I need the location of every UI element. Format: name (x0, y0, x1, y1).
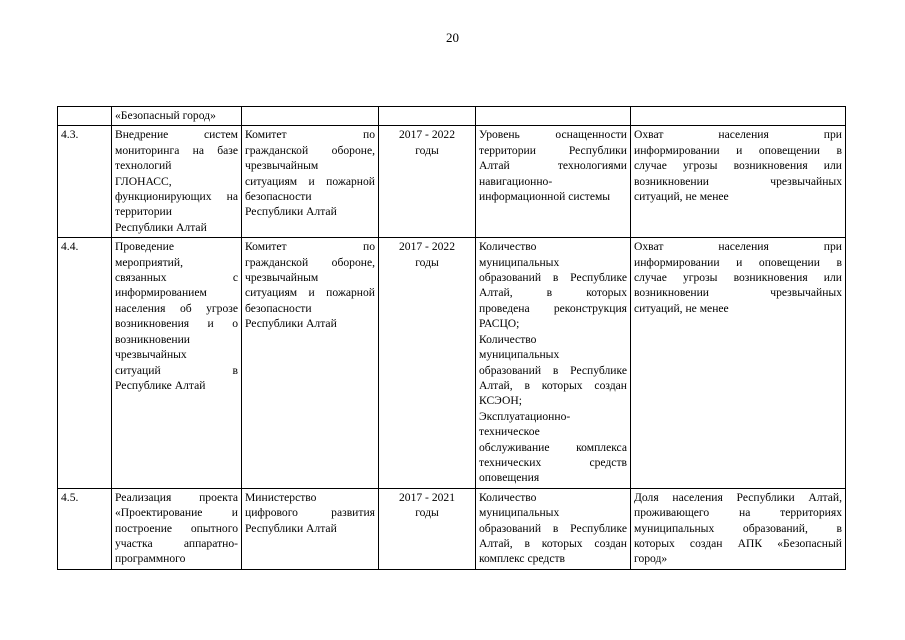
table-row (58, 488, 846, 569)
cell-line: муниципальных (479, 506, 560, 520)
cell-line: муниципальных (479, 255, 560, 269)
cell-line: проведена реконструкция (479, 301, 627, 315)
cell-line: возникновении (115, 332, 190, 346)
page-number: 20 (446, 30, 459, 45)
cell-line: мероприятий, (115, 255, 183, 269)
cell-line: КСЭОН; (479, 394, 522, 408)
cell-line: образований в Республике (479, 363, 627, 377)
indicator-cell (476, 107, 631, 126)
executor-cell (242, 488, 379, 569)
cell-line: территории Республики (479, 143, 627, 157)
cell-line: Охват населения при (634, 128, 842, 142)
cell-line: годы (415, 255, 439, 269)
cell-line: ситуациям и пожарной (245, 286, 375, 300)
executor-cell (242, 107, 379, 126)
cell-line: информировании и оповещении в (634, 143, 842, 157)
result-cell (631, 126, 846, 238)
cell-line: Республики Алтай (245, 205, 337, 219)
cell-line: проживающего на территориях (634, 506, 842, 520)
cell-line: ситуациям и пожарной (245, 174, 375, 188)
cell-line: участка аппаратно- (115, 536, 238, 550)
cell-line: муниципальных (479, 348, 560, 362)
row-number-cell (58, 107, 112, 126)
cell-line: «Проектирование и (115, 506, 238, 520)
cell-line: информировании и оповещении в (634, 255, 842, 269)
cell-line: населения об угрозе (115, 301, 238, 315)
table-row (58, 126, 846, 238)
cell-line: информационной системы (479, 190, 611, 204)
period-cell (379, 488, 476, 569)
cell-line: Количество (479, 332, 537, 346)
period-cell (379, 126, 476, 238)
measures-table (57, 106, 846, 570)
cell-line: функционирующих на (115, 190, 238, 204)
cell-line: 2017 - 2022 (398, 128, 456, 142)
cell-line: ситуаций в (115, 363, 238, 377)
cell-line: Республики Алтай (245, 317, 337, 331)
cell-line: 2017 - 2021 (398, 490, 456, 504)
cell-line: возникновении чрезвычайных (634, 174, 842, 188)
row-number-cell: 4.3. (58, 126, 112, 238)
cell-line: Доля населения Республики Алтай, (634, 490, 842, 504)
cell-line: чрезвычайных (115, 348, 187, 362)
cell-line: возникновения и о (115, 317, 238, 331)
cell-line: образований в Республике (479, 521, 627, 535)
cell-line: программного (115, 552, 186, 566)
measure-name-cell (112, 238, 242, 489)
indicator-cell (476, 126, 631, 238)
row-number-cell: 4.5. (58, 488, 112, 569)
cell-line: обслуживание комплекса (479, 440, 627, 454)
cell-line: чрезвычайным (245, 159, 319, 173)
cell-line: Алтай, в которых создан (479, 536, 627, 550)
cell-line: оповещения (479, 471, 540, 485)
cell-line: комплекс средств (479, 552, 566, 566)
executor-cell (242, 238, 379, 489)
indicator-cell (476, 488, 631, 569)
cell-line: Алтай, в которых (479, 286, 627, 300)
cell-line: Количество (479, 240, 537, 254)
cell-line: территории (115, 205, 172, 219)
cell-line: годы (415, 143, 439, 157)
executor-cell (242, 126, 379, 238)
cell-line: гражданской обороне, (245, 143, 375, 157)
cell-line: построение опытного (115, 521, 238, 535)
cell-line: Алтай, в которых создан (479, 378, 627, 392)
cell-line: которых создан АПК «Безопасный (634, 536, 842, 550)
cell-line: мониторинга на базе (115, 143, 238, 157)
measure-name-cell (112, 488, 242, 569)
indicator-cell (476, 238, 631, 489)
result-cell (631, 488, 846, 569)
measure-name-cell (112, 126, 242, 238)
cell-line: возникновении чрезвычайных (634, 286, 842, 300)
cell-line: ситуаций, не менее (634, 301, 729, 315)
cell-line: 2017 - 2022 (398, 240, 456, 254)
cell-line: Проведение (115, 240, 174, 254)
cell-line: Реализация проекта (115, 490, 238, 504)
cell-line: Эксплуатационно- (479, 409, 571, 423)
cell-line: безопасности (245, 190, 312, 204)
cell-line: Количество (479, 490, 537, 504)
cell-line: случае угрозы возникновения или (634, 159, 842, 173)
cell-line: техническое (479, 425, 540, 439)
cell-line: технических средств (479, 455, 627, 469)
cell-line: Алтай технологиями (479, 159, 627, 173)
cell-line: Республике Алтай (115, 378, 206, 392)
cell-line: Внедрение систем (115, 128, 238, 142)
cell-line: Комитет по (245, 128, 375, 142)
cell-line: «Безопасный город» (115, 109, 216, 122)
cell-line: связанных с (115, 271, 238, 285)
measure-name-cell (112, 107, 242, 126)
cell-line: образований в Республике (479, 271, 627, 285)
table-row (58, 107, 846, 126)
cell-line: Уровень оснащенности (479, 128, 627, 142)
cell-line: город» (634, 552, 668, 566)
period-cell (379, 107, 476, 126)
cell-line: Республики Алтай (115, 220, 207, 234)
cell-line: муниципальных образований, в (634, 521, 842, 535)
cell-line: ГЛОНАСС, (115, 174, 172, 188)
cell-line: чрезвычайным (245, 271, 319, 285)
cell-line: гражданской обороне, (245, 255, 375, 269)
cell-line: случае угрозы возникновения или (634, 271, 842, 285)
period-cell (379, 238, 476, 489)
cell-line: Охват населения при (634, 240, 842, 254)
table-row (58, 238, 846, 489)
result-cell (631, 238, 846, 489)
cell-line: безопасности (245, 301, 312, 315)
cell-line: навигационно- (479, 174, 553, 188)
result-cell (631, 107, 846, 126)
cell-line: РАСЦО; (479, 317, 520, 331)
cell-line: Республики Алтай (245, 521, 337, 535)
cell-line: информированием (115, 286, 207, 300)
cell-line: годы (415, 506, 439, 520)
cell-line: Министерство (245, 490, 317, 504)
cell-line: цифрового развития (245, 506, 375, 520)
cell-line: ситуаций, не менее (634, 190, 729, 204)
cell-line: Комитет по (245, 240, 375, 254)
row-number-cell: 4.4. (58, 238, 112, 489)
cell-line: технологий (115, 159, 172, 173)
